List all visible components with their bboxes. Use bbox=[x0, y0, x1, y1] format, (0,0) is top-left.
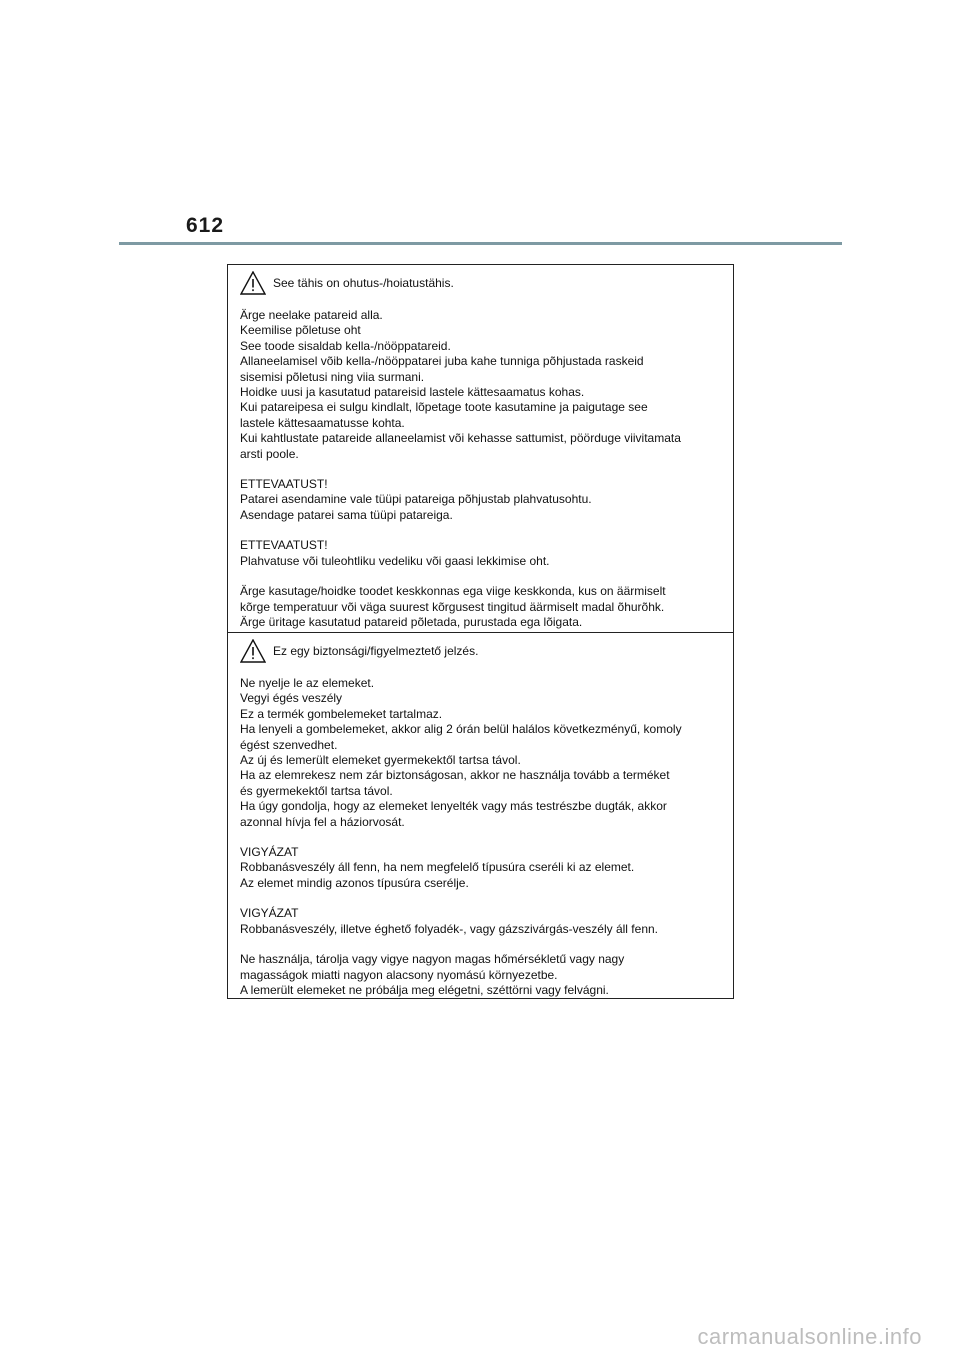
hungarian-symbol-row bbox=[240, 638, 721, 664]
hungarian-caution-explosion bbox=[240, 906, 721, 937]
text-line: VIGYÁZAT bbox=[240, 845, 299, 860]
text-line: Vegyi égés veszély bbox=[240, 691, 343, 706]
text-line: Plahvatuse või tuleohtliku vedeliku või gaasi lekkimise oht. bbox=[240, 553, 550, 568]
text-line: Az elemet mindig azonos típusúra cserélje. bbox=[240, 875, 469, 890]
text-line: Patarei asendamine vale tüüpi patareiga põhjustab plahvatusohtu. bbox=[240, 492, 592, 507]
text-line: Ha lenyeli a gombelemeket, akkor alig 2 órán belül halálos következményű, komoly bbox=[240, 722, 682, 737]
text-line: Kui kahtlustate patareide allaneelamist või kehasse sattumist, pöörduge viivitamata bbox=[240, 431, 681, 446]
text-line: Robbanásveszély áll fenn, ha nem megfelelő típusúra cseréli ki az elemet. bbox=[240, 860, 635, 875]
hungarian-ingestion-warning bbox=[240, 676, 721, 830]
page-number: 612 bbox=[186, 214, 225, 237]
text-line: azonnal hívja fel a háziorvosát. bbox=[240, 814, 405, 829]
warning-triangle-icon bbox=[240, 271, 266, 295]
header-rule bbox=[119, 242, 842, 245]
text-line: Ne nyelje le az elemeket. bbox=[240, 676, 375, 690]
text-line: Robbanásveszély, illetve éghető folyadék-, vagy gázszivárgás-veszély áll fenn. bbox=[240, 921, 658, 936]
text-line: Ne használja, tárolja vagy vigye nagyon magas hőmérsékletű vagy nagy bbox=[240, 952, 625, 967]
hungarian-caution-replacement bbox=[240, 845, 721, 891]
site-watermark: carmanualsonline.info bbox=[697, 1324, 922, 1349]
text-line: VIGYÁZAT bbox=[240, 906, 299, 921]
text-line: Hoidke uusi ja kasutatud patareisid lastele kättesaamatus kohas. bbox=[240, 385, 585, 400]
text-line: A lemerült elemeket ne próbálja meg elégetni, széttörni vagy felvágni. bbox=[240, 982, 609, 997]
text-line: See toode sisaldab kella-/nööppatareid. bbox=[240, 338, 451, 353]
estonian-warning-section bbox=[228, 265, 733, 632]
text-line: Kui patareipesa ei sulgu kindlalt, lõpetage toote kasutamine ja paigutage see bbox=[240, 400, 648, 415]
text-line: ETTEVAATUST! bbox=[240, 538, 328, 553]
estonian-caution-replacement bbox=[240, 477, 721, 523]
text-line: Allaneelamisel võib kella-/nööppatarei juba kahe tunniga põhjustada raskeid bbox=[240, 354, 644, 369]
estonian-caution-explosion bbox=[240, 538, 721, 569]
warning-triangle-icon bbox=[240, 639, 266, 663]
text-line: ETTEVAATUST! bbox=[240, 477, 328, 492]
text-line: arsti poole. bbox=[240, 446, 299, 461]
estonian-symbol-text: See tähis on ohutus-/hoiatustähis. bbox=[273, 276, 454, 290]
text-line: kõrge temperatuur või väga suurest kõrgusest tingitud äärmiselt madal õhurõhk. bbox=[240, 599, 665, 614]
estonian-ingestion-warning bbox=[240, 308, 721, 462]
text-line: Keemilise põletuse oht bbox=[240, 323, 361, 338]
text-line: Ärge neelake patareid alla. bbox=[240, 308, 383, 322]
text-line: Ärge üritage kasutatud patareid põletada, purustada ega lõigata. bbox=[240, 614, 583, 629]
hungarian-symbol-text: Ez egy biztonsági/figyelmeztető jelzés. bbox=[273, 644, 479, 658]
text-line: magasságok miatti nagyon alacsony nyomású környezetbe. bbox=[240, 967, 558, 982]
text-line: Ärge kasutage/hoidke toodet keskkonnas ega viige keskkonda, kus on äärmiselt bbox=[240, 584, 666, 599]
battery-safety-notice-box bbox=[227, 264, 734, 999]
hungarian-environment-warning bbox=[240, 952, 721, 998]
text-line: Asendage patarei sama tüüpi patareiga. bbox=[240, 507, 453, 522]
text-line: Ez a termék gombelemeket tartalmaz. bbox=[240, 706, 443, 721]
text-line: sisemisi põletusi ning viia surmani. bbox=[240, 369, 425, 384]
estonian-symbol-row bbox=[240, 270, 721, 296]
text-line: Ha az elemrekesz nem zár biztonságosan, akkor ne használja tovább a terméket bbox=[240, 768, 670, 783]
estonian-environment-warning bbox=[240, 584, 721, 630]
text-line: égést szenvedhet. bbox=[240, 737, 338, 752]
hungarian-warning-section bbox=[228, 632, 733, 998]
text-line: Az új és lemerült elemeket gyermekektől tartsa távol. bbox=[240, 753, 521, 768]
text-line: és gyermekektől tartsa távol. bbox=[240, 783, 393, 798]
text-line: Ha úgy gondolja, hogy az elemeket lenyelték vagy más testrészbe dugták, akkor bbox=[240, 799, 667, 814]
text-line: lastele kättesaamatusse kohta. bbox=[240, 415, 405, 430]
